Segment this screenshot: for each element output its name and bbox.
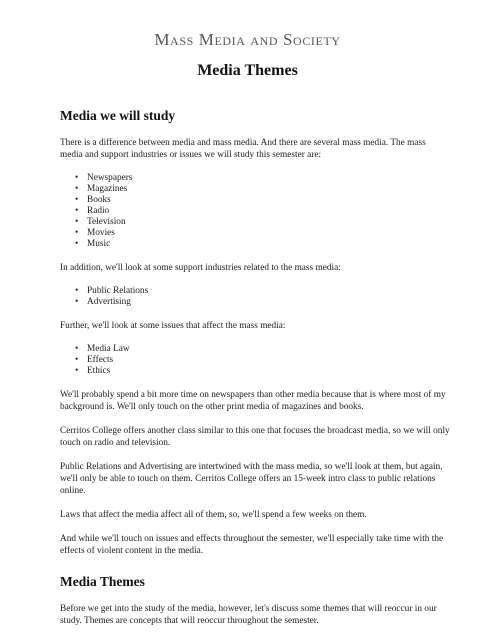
newspapers-paragraph: We'll probably spend a bit more time on newspapers than other media because that is where most of my background is. We'll only touch on the other print media of magazines and books. [60,390,446,412]
list-item: • Newspapers [77,173,450,184]
list-item: • Radio [77,206,450,217]
list-item: • Music [77,239,450,250]
list-item: • Public Relations [77,286,450,297]
list-item: • Advertising [77,297,450,308]
intro-paragraph: There is a difference between media and mass media. And there are several mass media. The mass media and support industries or issues we will study this semester are: [60,138,426,160]
pr-advertising-paragraph: Public Relations and Advertising are intertwined with the mass media, so we'll look at them, but again, we'll only be able to touch on them. Cerritos College offers an 15-week intro class to public relations online. [60,462,443,496]
cerritos-paragraph: Cerritos College offers another class similar to this one that focuses the broadcast media, so we will only touch on radio and television. [60,426,450,448]
list-item: • Ethics [77,366,450,377]
list-item: • Magazines [77,184,450,195]
section-heading-media-we-will-study: Media we will study [60,108,176,123]
laws-paragraph: Laws that affect the media affect all of them, so, we'll spend a few weeks on them. [60,510,367,520]
list-item: • Media Law [77,344,450,355]
list-item: • Effects [77,355,450,366]
support-industries-paragraph: In addition, we'll look at some support industries related to the mass media: [60,263,341,273]
support-list [60,286,450,308]
issues-paragraph: Further, we'll look at some issues that affect the mass media: [60,321,286,331]
list-item: • Books [77,195,450,206]
list-item: • Movies [77,228,450,239]
issues-list [60,344,450,377]
list-item: • Television [77,217,450,228]
media-list [60,173,450,250]
document-body [60,108,450,639]
effects-paragraph: And while we'll touch on issues and effects throughout the semester, we'll especially take time with the effects of violent content in the media. [60,534,444,556]
themes-intro-paragraph: Before we get into the study of the media, however, let's discuss some themes that will reoccur in our study. Themes are concepts that will reoccur throughout the semester. [60,604,437,626]
section-heading-media-themes: Media Themes [60,574,145,589]
course-title: Mass Media and Society [154,30,341,49]
document-title: Media Themes [197,62,298,79]
